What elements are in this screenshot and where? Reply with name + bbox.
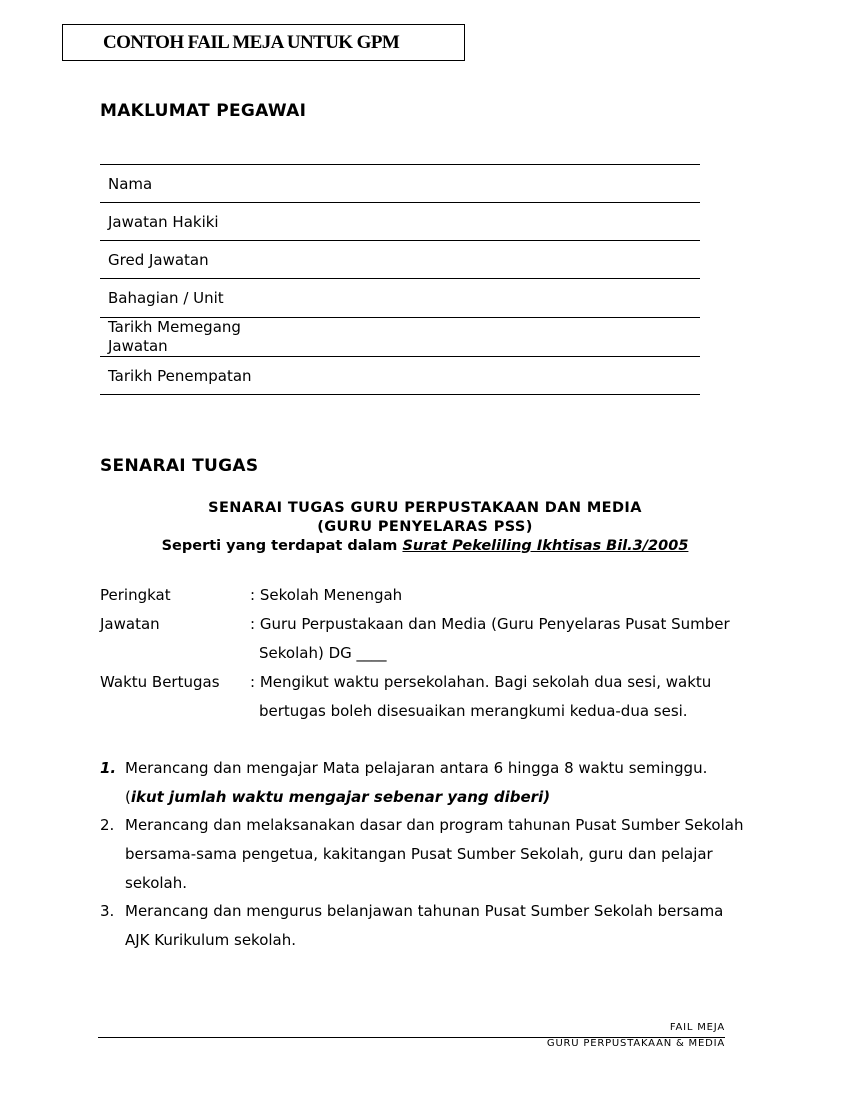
info-label: Jawatan Hakiki: [108, 212, 219, 231]
task-emphasis: ikut jumlah waktu mengajar sebenar yang diberi): [130, 788, 551, 806]
task-item-3: [100, 897, 745, 955]
info-row-tarikh-memegang-jawatan: [100, 318, 700, 357]
detail-key: Peringkat: [100, 586, 171, 604]
info-row-nama: [100, 165, 700, 203]
info-row-jawatan-hakiki: [100, 203, 700, 241]
info-label: Tarikh Memegang Jawatan: [108, 318, 241, 355]
footer-label-guru: GURU PERPUSTAKAAN & MEDIA: [546, 1038, 725, 1049]
circular-reference: Surat Pekeliling Ikhtisas Bil.3/2005: [402, 538, 689, 554]
reference-line: [0, 538, 850, 554]
sub-title-line-2: (GURU PENYELARAS PSS): [317, 519, 533, 535]
info-row-tarikh-penempatan: [100, 357, 700, 395]
task-text: Merancang dan mengajar Mata pelajaran antara 6 hingga 8 waktu seminggu. (ikut jumlah waktu mengajar sebenar yang diberi): [125, 759, 708, 806]
reference-prefix: Seperti yang terdapat dalam: [161, 538, 403, 554]
task-number: 3.: [100, 902, 115, 920]
document-title: CONTOH FAIL MEJA UNTUK GPM: [62, 24, 465, 61]
task-item-2: [100, 811, 745, 898]
detail-key: Waktu Bertugas: [100, 673, 220, 691]
sub-title-line-1: SENARAI TUGAS GURU PERPUSTAKAAN DAN MEDIA: [208, 500, 642, 516]
task-text: Merancang dan melaksanakan dasar dan program tahunan Pusat Sumber Sekolah bersama-sama pengetua, kakitangan Pusat Sumber Sekolah, guru dan pelajar sekolah.: [125, 816, 744, 892]
detail-value: : Mengikut waktu persekolahan. Bagi sekolah dua sesi, waktu bertugas boleh disesuaikan merangkumi kedua-dua sesi.: [250, 673, 712, 720]
task-number: 1.: [100, 759, 117, 777]
info-label: Tarikh Penempatan: [108, 366, 252, 385]
section-heading-maklumat-pegawai: MAKLUMAT PEGAWAI: [100, 101, 307, 121]
task-number: 2.: [100, 816, 115, 834]
info-row-gred-jawatan: [100, 241, 700, 279]
footer-label-fail-meja: FAIL MEJA: [669, 1022, 725, 1033]
detail-value: : Sekolah Menengah: [250, 586, 403, 604]
info-row-bahagian-unit: [100, 279, 700, 318]
info-label: Gred Jawatan: [108, 250, 209, 269]
task-text: Merancang dan mengurus belanjawan tahunan Pusat Sumber Sekolah bersama AJK Kurikulum sekolah.: [125, 902, 724, 949]
detail-value: : Guru Perpustakaan dan Media (Guru Penyelaras Pusat Sumber Sekolah) DG ____: [250, 615, 730, 662]
task-item-1: [100, 754, 745, 812]
section-heading-senarai-tugas: SENARAI TUGAS: [100, 456, 259, 476]
staff-info-table: [100, 164, 700, 395]
info-label: Nama: [108, 174, 153, 193]
detail-key: Jawatan: [100, 615, 160, 633]
info-label: Bahagian / Unit: [108, 289, 224, 307]
